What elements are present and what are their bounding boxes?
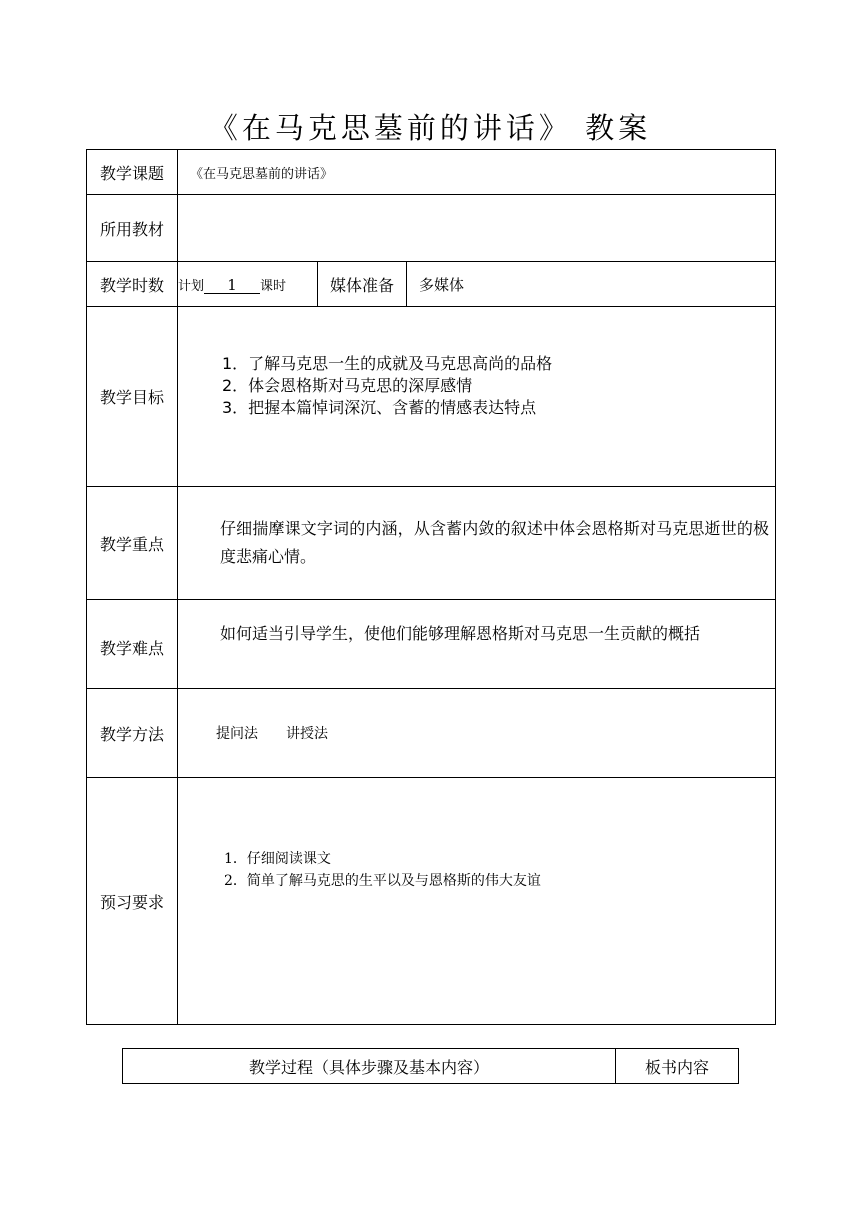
focus-text: 仔细揣摩课文字词的内涵，从含蓄内敛的叙述中体会恩格斯对马克思逝世的极度悲痛心情。 — [220, 519, 770, 566]
plan-prefix: 计划 — [178, 278, 205, 294]
focus-label: 教学重点 — [87, 487, 178, 600]
preview-label: 预习要求 — [87, 778, 178, 1025]
difficulty-text: 如何适当引导学生，使他们能够理解恩格斯对马克思一生贡献的概括 — [220, 624, 701, 643]
focus-cell — [178, 487, 776, 600]
row-hours — [87, 262, 776, 307]
difficulty-label: 教学难点 — [87, 600, 178, 689]
preview-cell — [178, 778, 776, 1025]
process-header-table — [122, 1048, 739, 1084]
plan-suffix: 课时 — [260, 278, 287, 294]
process-steps-header: 教学过程（具体步骤及基本内容） — [123, 1049, 616, 1084]
topic-value: 《在马克思墓前的讲话》 — [178, 150, 776, 195]
method-label: 教学方法 — [87, 689, 178, 778]
plan-value: 1 — [204, 277, 260, 294]
method-value: 提问法 讲授法 — [178, 689, 776, 778]
row-focus — [87, 487, 776, 600]
goals-list — [178, 353, 775, 419]
hours-label: 教学时数 — [87, 262, 178, 307]
media-label: 媒体准备 — [318, 262, 407, 307]
row-preview — [87, 778, 776, 1025]
process-header-row — [123, 1049, 739, 1084]
goals-cell — [178, 307, 776, 487]
goal-item: 2．体会恩格斯对马克思的深厚感情 — [222, 376, 473, 395]
textbook-value — [178, 195, 776, 262]
preview-item: 2．简单了解马克思的生平以及与恩格斯的伟大友谊 — [224, 873, 541, 889]
lesson-plan-table — [86, 149, 776, 1025]
row-goals — [87, 307, 776, 487]
preview-list — [178, 848, 775, 892]
board-content-header: 板书内容 — [616, 1049, 739, 1084]
preview-item: 1．仔细阅读课文 — [224, 851, 331, 867]
textbook-label: 所用教材 — [87, 195, 178, 262]
goals-label: 教学目标 — [87, 307, 178, 487]
goal-item: 3．把握本篇悼词深沉、含蓄的情感表达特点 — [222, 398, 537, 417]
row-method — [87, 689, 776, 778]
row-textbook — [87, 195, 776, 262]
media-value: 多媒体 — [407, 262, 776, 307]
hours-plan — [178, 262, 318, 307]
goal-item: 1．了解马克思一生的成就及马克思高尚的品格 — [222, 354, 553, 373]
page-title: 《在马克思墓前的讲话》 教案 — [208, 111, 652, 145]
difficulty-cell — [178, 600, 776, 689]
topic-label: 教学课题 — [87, 150, 178, 195]
row-difficulty — [87, 600, 776, 689]
row-topic — [87, 150, 776, 195]
